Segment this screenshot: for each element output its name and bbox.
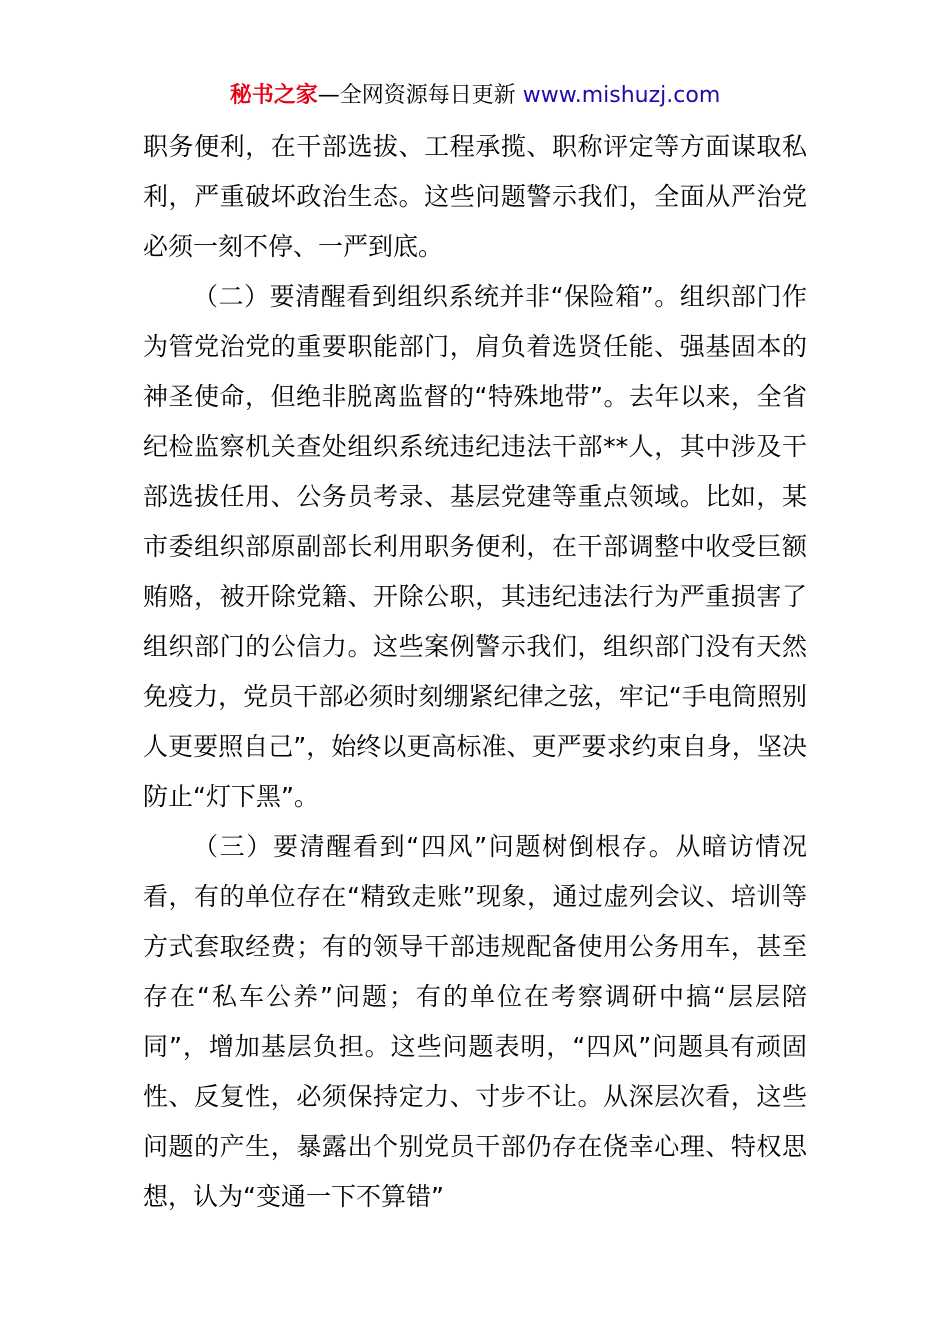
paragraph-section-three: （三）要清醒看到“四风”问题树倒根存。从暗访情况看，有的单位存在“精致走账”现象，通过虚列会议、培训等方式套取经费；有的领导干部违规配备使用公务用车，甚至存在“私车公养”问题；有的单位在考察调研中搞“层层陪同”，增加基层负担。这些问题表明，“四风”问题具有顽固性、反复性，必须保持定力、寸步不让。从深层次看，这些问题的产生，暴露出个别党员干部仍存在侥幸心理、特权思想，认为“变通一下不算错” <box>143 832 807 1211</box>
document-body <box>143 122 807 1222</box>
site-header <box>0 80 950 112</box>
site-tagline: —全网资源每日更新 <box>317 83 523 108</box>
paragraph-section-two: （二）要清醒看到组织系统并非“保险箱”。组织部门作为管党治党的重要职能部门，肩负着选贤任能、强基固本的神圣使命，但绝非脱离监督的“特殊地带”。去年以来，全省纪检监察机关查处组织系统违纪违法干部**人，其中涉及干部选拔任用、公务员考录、基层党建等重点领域。比如，某市委组织部原副部长利用职务便利，在干部调整中收受巨额贿赂，被开除党籍、开除公职，其违纪违法行为严重损害了组织部门的公信力。这些案例警示我们，组织部门没有天然免疫力，党员干部必须时刻绷紧纪律之弦，牢记“手电筒照别人更要照自己”，始终以更高标准、更严要求约束自身，坚决防止“灯下黑”。 <box>143 282 807 811</box>
site-url-link[interactable]: www.mishuzj.com <box>522 83 721 108</box>
paragraph-continuation: 职务便利，在干部选拔、工程承揽、职称评定等方面谋取私利，严重破坏政治生态。这些问题警示我们，全面从严治党必须一刻不停、一严到底。 <box>143 132 807 261</box>
site-brand: 秘书之家 <box>229 83 318 108</box>
